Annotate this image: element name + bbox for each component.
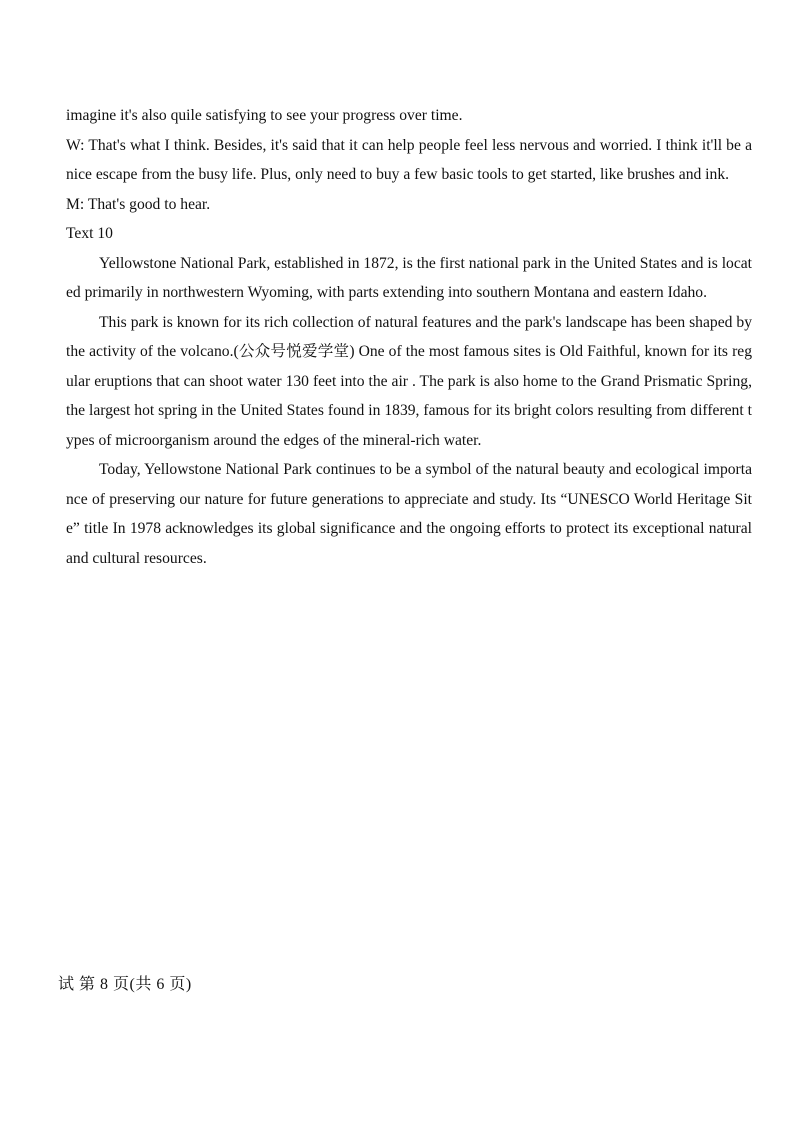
dialogue-line-continuation: imagine it's also quile satisfying to see your progress over time. (66, 107, 463, 124)
dialogue-line-woman: W: That's what I think. Besides, it's said that it can help people feel less nervous and worried. I think it'll be a nice escape from the busy life. Plus, only need to buy a few basic tools to get started, like brushes and ink. (66, 136, 752, 183)
document-body (66, 101, 752, 573)
dialogue-line-man: M: That's good to hear. (66, 195, 211, 213)
passage-paragraph-2: This park is known for its rich collection of natural features and the park's landscape has been shaped by the activity of the volcano.(公众号悦爱学堂) One of the most famous sites is Old Faithful, known for its regular eruptions that can shoot water 130 feet into the air . The park is also home to the Grand Prismatic Spring,the largest hot spring in the United States found in 1839, famous for its bright colors resulting from different types of microorganism around the edges of the mineral-rich water. (66, 313, 752, 449)
page-footer: 试 第 8 页(共 6 页) (58, 976, 192, 993)
passage-paragraph-3: Today, Yellowstone National Park continues to be a symbol of the natural beauty and ecological importance of preserving our nature for future generations to appreciate and study. Its “UNESCO World Heritage Site” title In 1978 acknowledges its global significance and the ongoing efforts to protect its exceptional natural and cultural resources. (66, 461, 752, 567)
section-heading: Text 10 (66, 225, 113, 242)
passage-paragraph-1: Yellowstone National Park, established in 1872, is the first national park in the United States and is located primarily in northwestern Wyoming, with parts extending into southern Montana and eastern Idaho. (66, 254, 752, 301)
